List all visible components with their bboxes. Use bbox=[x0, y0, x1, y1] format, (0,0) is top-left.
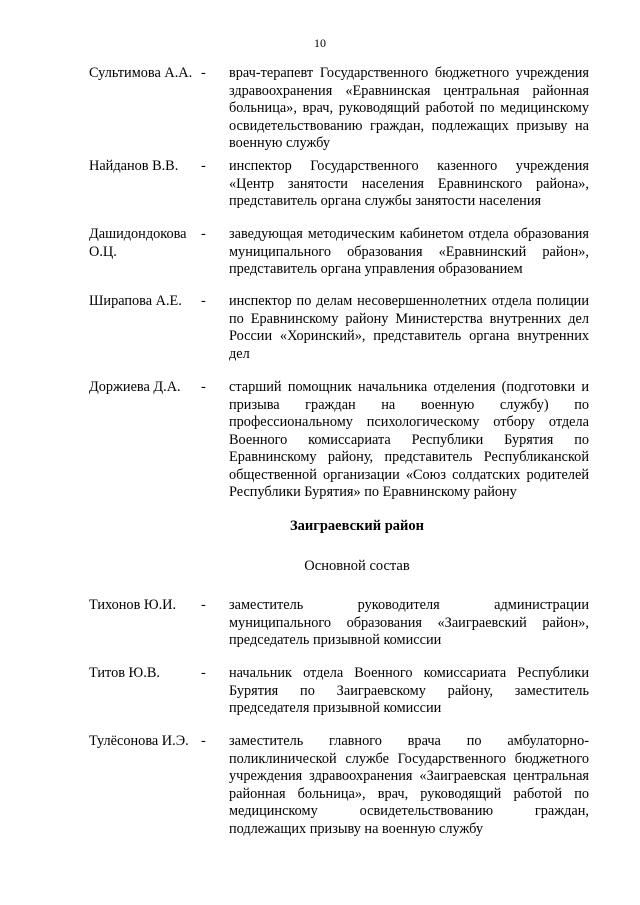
commission-members bbox=[89, 65, 589, 843]
member-role: инспектор по делам несовершеннолетних отдела полиции по Еравнинскому району Министерства внутренних дел России «Хоринский», представитель органа внутренних дел bbox=[229, 293, 589, 362]
member-entry bbox=[89, 158, 589, 226]
member-dash: - bbox=[201, 293, 206, 309]
member-entry bbox=[89, 665, 589, 733]
member-entry bbox=[89, 597, 589, 665]
member-entry bbox=[89, 293, 589, 379]
member-role: врач-терапевт Государственного бюджетного учреждения здравоохранения «Еравнинская центральная районная больница», врач, руководящий работой по медицинскому освидетельствованию граждан, подлежащих призыву на военную службу bbox=[229, 65, 589, 151]
member-name: Доржиева Д.А. bbox=[89, 379, 181, 395]
district-heading: Заиграевский район bbox=[290, 518, 424, 534]
member-entry bbox=[89, 733, 589, 843]
member-name: Дашидондокова О.Ц. bbox=[89, 226, 187, 260]
member-dash: - bbox=[201, 665, 206, 681]
member-dash: - bbox=[201, 597, 206, 613]
member-dash: - bbox=[201, 158, 206, 174]
page-number: 10 bbox=[314, 36, 326, 50]
member-role: заведующая методическим кабинетом отдела образования муниципального образования «Еравнинский район», представитель органа управления образованием bbox=[229, 226, 589, 277]
member-dash: - bbox=[201, 379, 206, 395]
member-name: Тулёсонова И.Э. bbox=[89, 733, 189, 749]
member-role: инспектор Государственного казенного учреждения «Центр занятости населения Еравнинского района», представитель органа службы занятости населения bbox=[229, 158, 589, 209]
member-role: начальник отдела Военного комиссариата Республики Бурятия по Заиграевскому району, заместитель председателя призывной комиссии bbox=[229, 665, 589, 716]
member-entry bbox=[89, 65, 589, 158]
member-name: Тихонов Ю.И. bbox=[89, 597, 177, 613]
member-entry bbox=[89, 226, 589, 293]
member-name: Сультимова А.А. bbox=[89, 65, 193, 81]
member-name: Ширапова А.Е. bbox=[89, 293, 182, 309]
member-role: заместитель руководителя администрации муниципального образования «Заиграевский район», председатель призывной комиссии bbox=[229, 597, 589, 648]
composition-heading: Основной состав bbox=[304, 558, 410, 574]
member-dash: - bbox=[201, 226, 206, 242]
member-entry bbox=[89, 379, 589, 517]
member-role: заместитель главного врача по амбулаторно-поликлинической службе Государственного бюджетного учреждения здравоохранения «Заиграевская центральная районная больница», врач, руководящий работой по медицинскому освидетельствованию граждан, подлежащих призыву на военную службу bbox=[229, 733, 589, 837]
member-dash: - bbox=[201, 733, 206, 749]
member-role: старший помощник начальника отделения (подготовки и призыва граждан на военную службу) по профессиональному психологическому отбору отдела Военного комиссариата Республики Бурятия по Еравнинскому району, представитель Республиканской общественной организации «Союз солдатских родителей Республики Бурятия» по Еравнинскому району bbox=[229, 379, 589, 500]
member-name: Титов Ю.В. bbox=[89, 665, 160, 681]
member-dash: - bbox=[201, 65, 206, 81]
member-name: Найданов В.В. bbox=[89, 158, 179, 174]
